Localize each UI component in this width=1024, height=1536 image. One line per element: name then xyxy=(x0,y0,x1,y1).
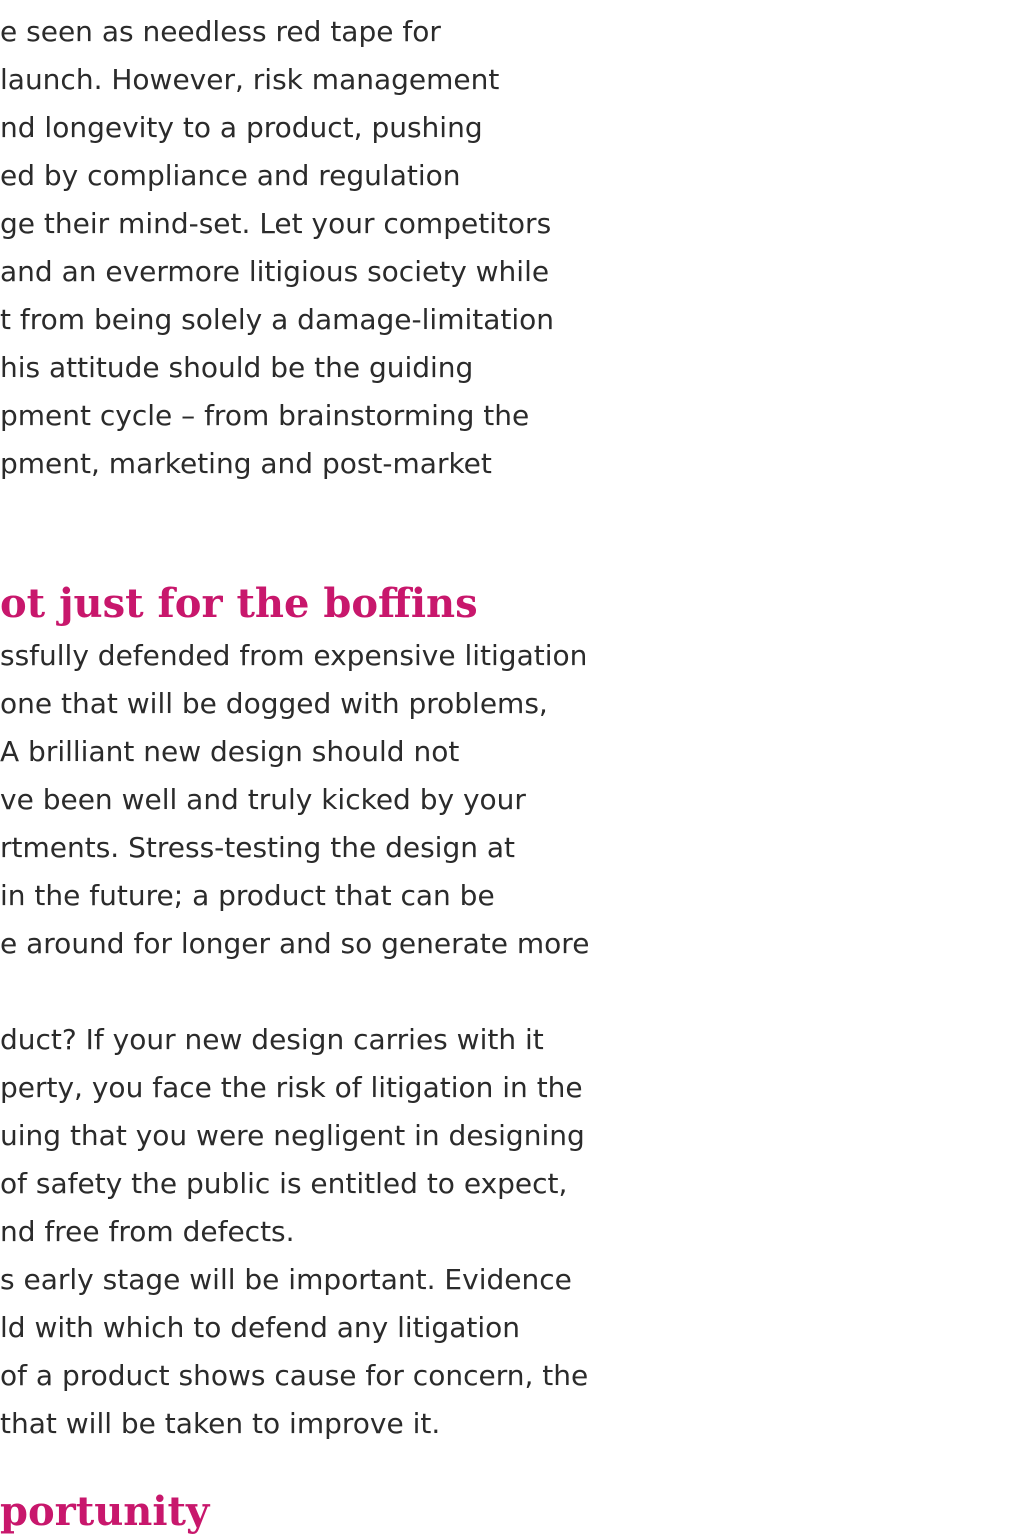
body-line: launch. However, risk management xyxy=(0,63,500,96)
body-line: one that will be dogged with problems, xyxy=(0,687,548,720)
body-line: ge their mind-set. Let your competitors xyxy=(0,207,552,240)
body-line: of safety the public is entitled to expect, xyxy=(0,1167,568,1200)
body-line: his attitude should be the guiding xyxy=(0,351,474,384)
body-line: nd longevity to a product, pushing xyxy=(0,111,483,144)
body-line: nd free from defects. xyxy=(0,1215,295,1248)
body-line: pment cycle – from brainstorming the xyxy=(0,399,530,432)
body-line: rtments. Stress-testing the design at xyxy=(0,831,516,864)
body-line: s early stage will be important. Evidence xyxy=(0,1263,572,1296)
body-line: ld with which to defend any litigation xyxy=(0,1311,520,1344)
body-line: uing that you were negligent in designing xyxy=(0,1119,585,1152)
body-line: A brilliant new design should not xyxy=(0,735,460,768)
body-line: duct? If your new design carries with it xyxy=(0,1023,544,1056)
body-line: that will be taken to improve it. xyxy=(0,1407,441,1440)
body-line: e seen as needless red tape for xyxy=(0,15,441,48)
section-heading: portunity xyxy=(0,1488,210,1535)
body-line: ve been well and truly kicked by your xyxy=(0,783,526,816)
body-line: ed by compliance and regulation xyxy=(0,159,461,192)
body-line: t from being solely a damage-limitation xyxy=(0,303,555,336)
section-heading: ot just for the boffins xyxy=(0,580,478,627)
body-line: perty, you face the risk of litigation in the xyxy=(0,1071,583,1104)
body-line: e around for longer and so generate more xyxy=(0,927,590,960)
body-line: of a product shows cause for concern, the xyxy=(0,1359,589,1392)
body-line: ssfully defended from expensive litigation xyxy=(0,639,588,672)
body-line: and an evermore litigious society while xyxy=(0,255,550,288)
body-line: pment, marketing and post-market xyxy=(0,447,492,480)
body-line: in the future; a product that can be xyxy=(0,879,495,912)
